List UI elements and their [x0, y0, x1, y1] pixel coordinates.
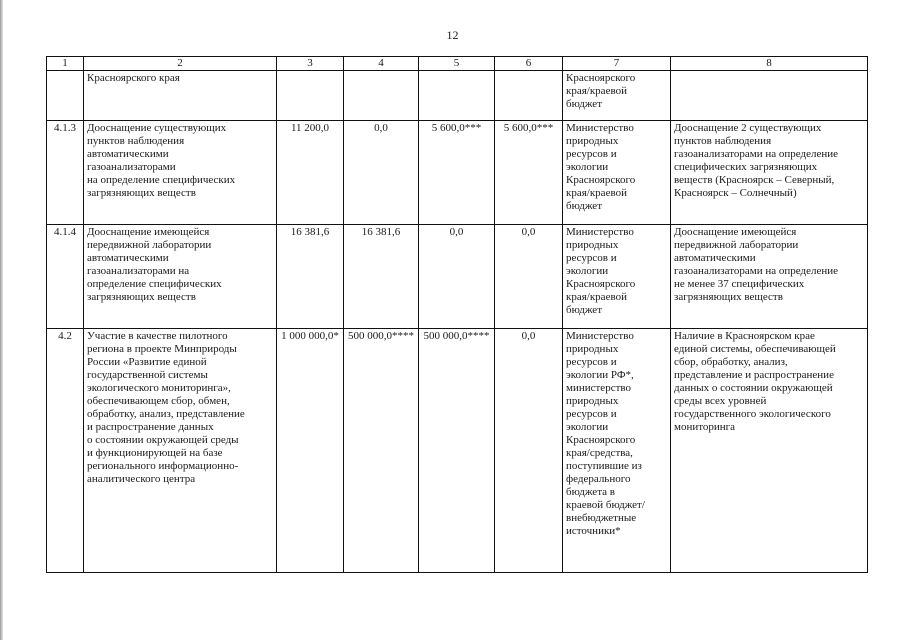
column-header-5: 5	[419, 57, 495, 71]
expected-result-cell: Дооснащение 2 существующих пунктов наблюдения газоанализаторами на определение специфических загрязняющих веществ (Красноярск – Северный, Красноярск – Солнечный)	[671, 121, 868, 225]
total-amount-cell: 1 000 000,0*	[277, 329, 344, 573]
column-header-4: 4	[344, 57, 419, 71]
total-amount-cell	[277, 71, 344, 121]
column-header-8: 8	[671, 57, 868, 71]
row-number-cell: 4.2	[47, 329, 84, 573]
amount-col5-cell: 500 000,0****	[419, 329, 495, 573]
page-number: 12	[446, 28, 459, 42]
row-number-cell: 4.1.3	[47, 121, 84, 225]
responsible-cell: Красноярского края/краевой бюджет	[563, 71, 671, 121]
table-row	[47, 71, 868, 121]
amount-col6-cell: 5 600,0***	[495, 121, 563, 225]
responsible-cell: Министерство природных ресурсов и экологии РФ*, министерство природных ресурсов и экологии Красноярского края/средства, поступившие из федерального бюджета в краевой бюджет/ внебюджетные источники*	[563, 329, 671, 573]
column-header-6: 6	[495, 57, 563, 71]
amount-col4-cell	[344, 71, 419, 121]
amount-col4-cell: 0,0	[344, 121, 419, 225]
column-header-1: 1	[47, 57, 84, 71]
measure-name-cell: Дооснащение существующих пунктов наблюдения автоматическими газоанализаторами на определение специфических загрязняющих веществ	[84, 121, 277, 225]
table-header-row	[47, 57, 868, 71]
amount-col5-cell	[419, 71, 495, 121]
amount-col5-cell: 5 600,0***	[419, 121, 495, 225]
column-header-2: 2	[84, 57, 277, 71]
table-row	[47, 329, 868, 573]
amount-col4-cell: 16 381,6	[344, 225, 419, 329]
amount-col6-cell	[495, 71, 563, 121]
row-number-cell	[47, 71, 84, 121]
amount-col6-cell: 0,0	[495, 225, 563, 329]
measure-name-cell: Дооснащение имеющейся передвижной лаборатории автоматическими газоанализаторами на определение специфических загрязняющих веществ	[84, 225, 277, 329]
amount-col6-cell: 0,0	[495, 329, 563, 573]
responsible-cell: Министерство природных ресурсов и экологии Красноярского края/краевой бюджет	[563, 225, 671, 329]
responsible-cell: Министерство природных ресурсов и экологии Красноярского края/краевой бюджет	[563, 121, 671, 225]
scan-shadow-edge	[0, 0, 3, 640]
expected-result-cell: Наличие в Красноярском крае единой системы, обеспечивающей сбор, обработку, анализ, представление и распространение данных о состоянии окружающей среды всех уровней государственного экологического мониторинга	[671, 329, 868, 573]
table-row	[47, 225, 868, 329]
amount-col4-cell: 500 000,0****	[344, 329, 419, 573]
program-measures-table	[46, 56, 868, 573]
total-amount-cell: 16 381,6	[277, 225, 344, 329]
total-amount-cell: 11 200,0	[277, 121, 344, 225]
column-header-7: 7	[563, 57, 671, 71]
expected-result-cell	[671, 71, 868, 121]
amount-col5-cell: 0,0	[419, 225, 495, 329]
table-row	[47, 121, 868, 225]
measure-name-cell: Участие в качестве пилотного региона в проекте Минприроды России «Развитие единой государственной системы экологического мониторинга», обеспечивающем сбор, обмен, обработку, анализ, представление и распространение данных о состоянии окружающей среды и функционирующей на базе регионального информационно- аналитического центра	[84, 329, 277, 573]
measure-name-cell: Красноярского края	[84, 71, 277, 121]
row-number-cell: 4.1.4	[47, 225, 84, 329]
expected-result-cell: Дооснащение имеющейся передвижной лаборатории автоматическими газоанализаторами на определение не менее 37 специфических загрязняющих веществ	[671, 225, 868, 329]
column-header-3: 3	[277, 57, 344, 71]
